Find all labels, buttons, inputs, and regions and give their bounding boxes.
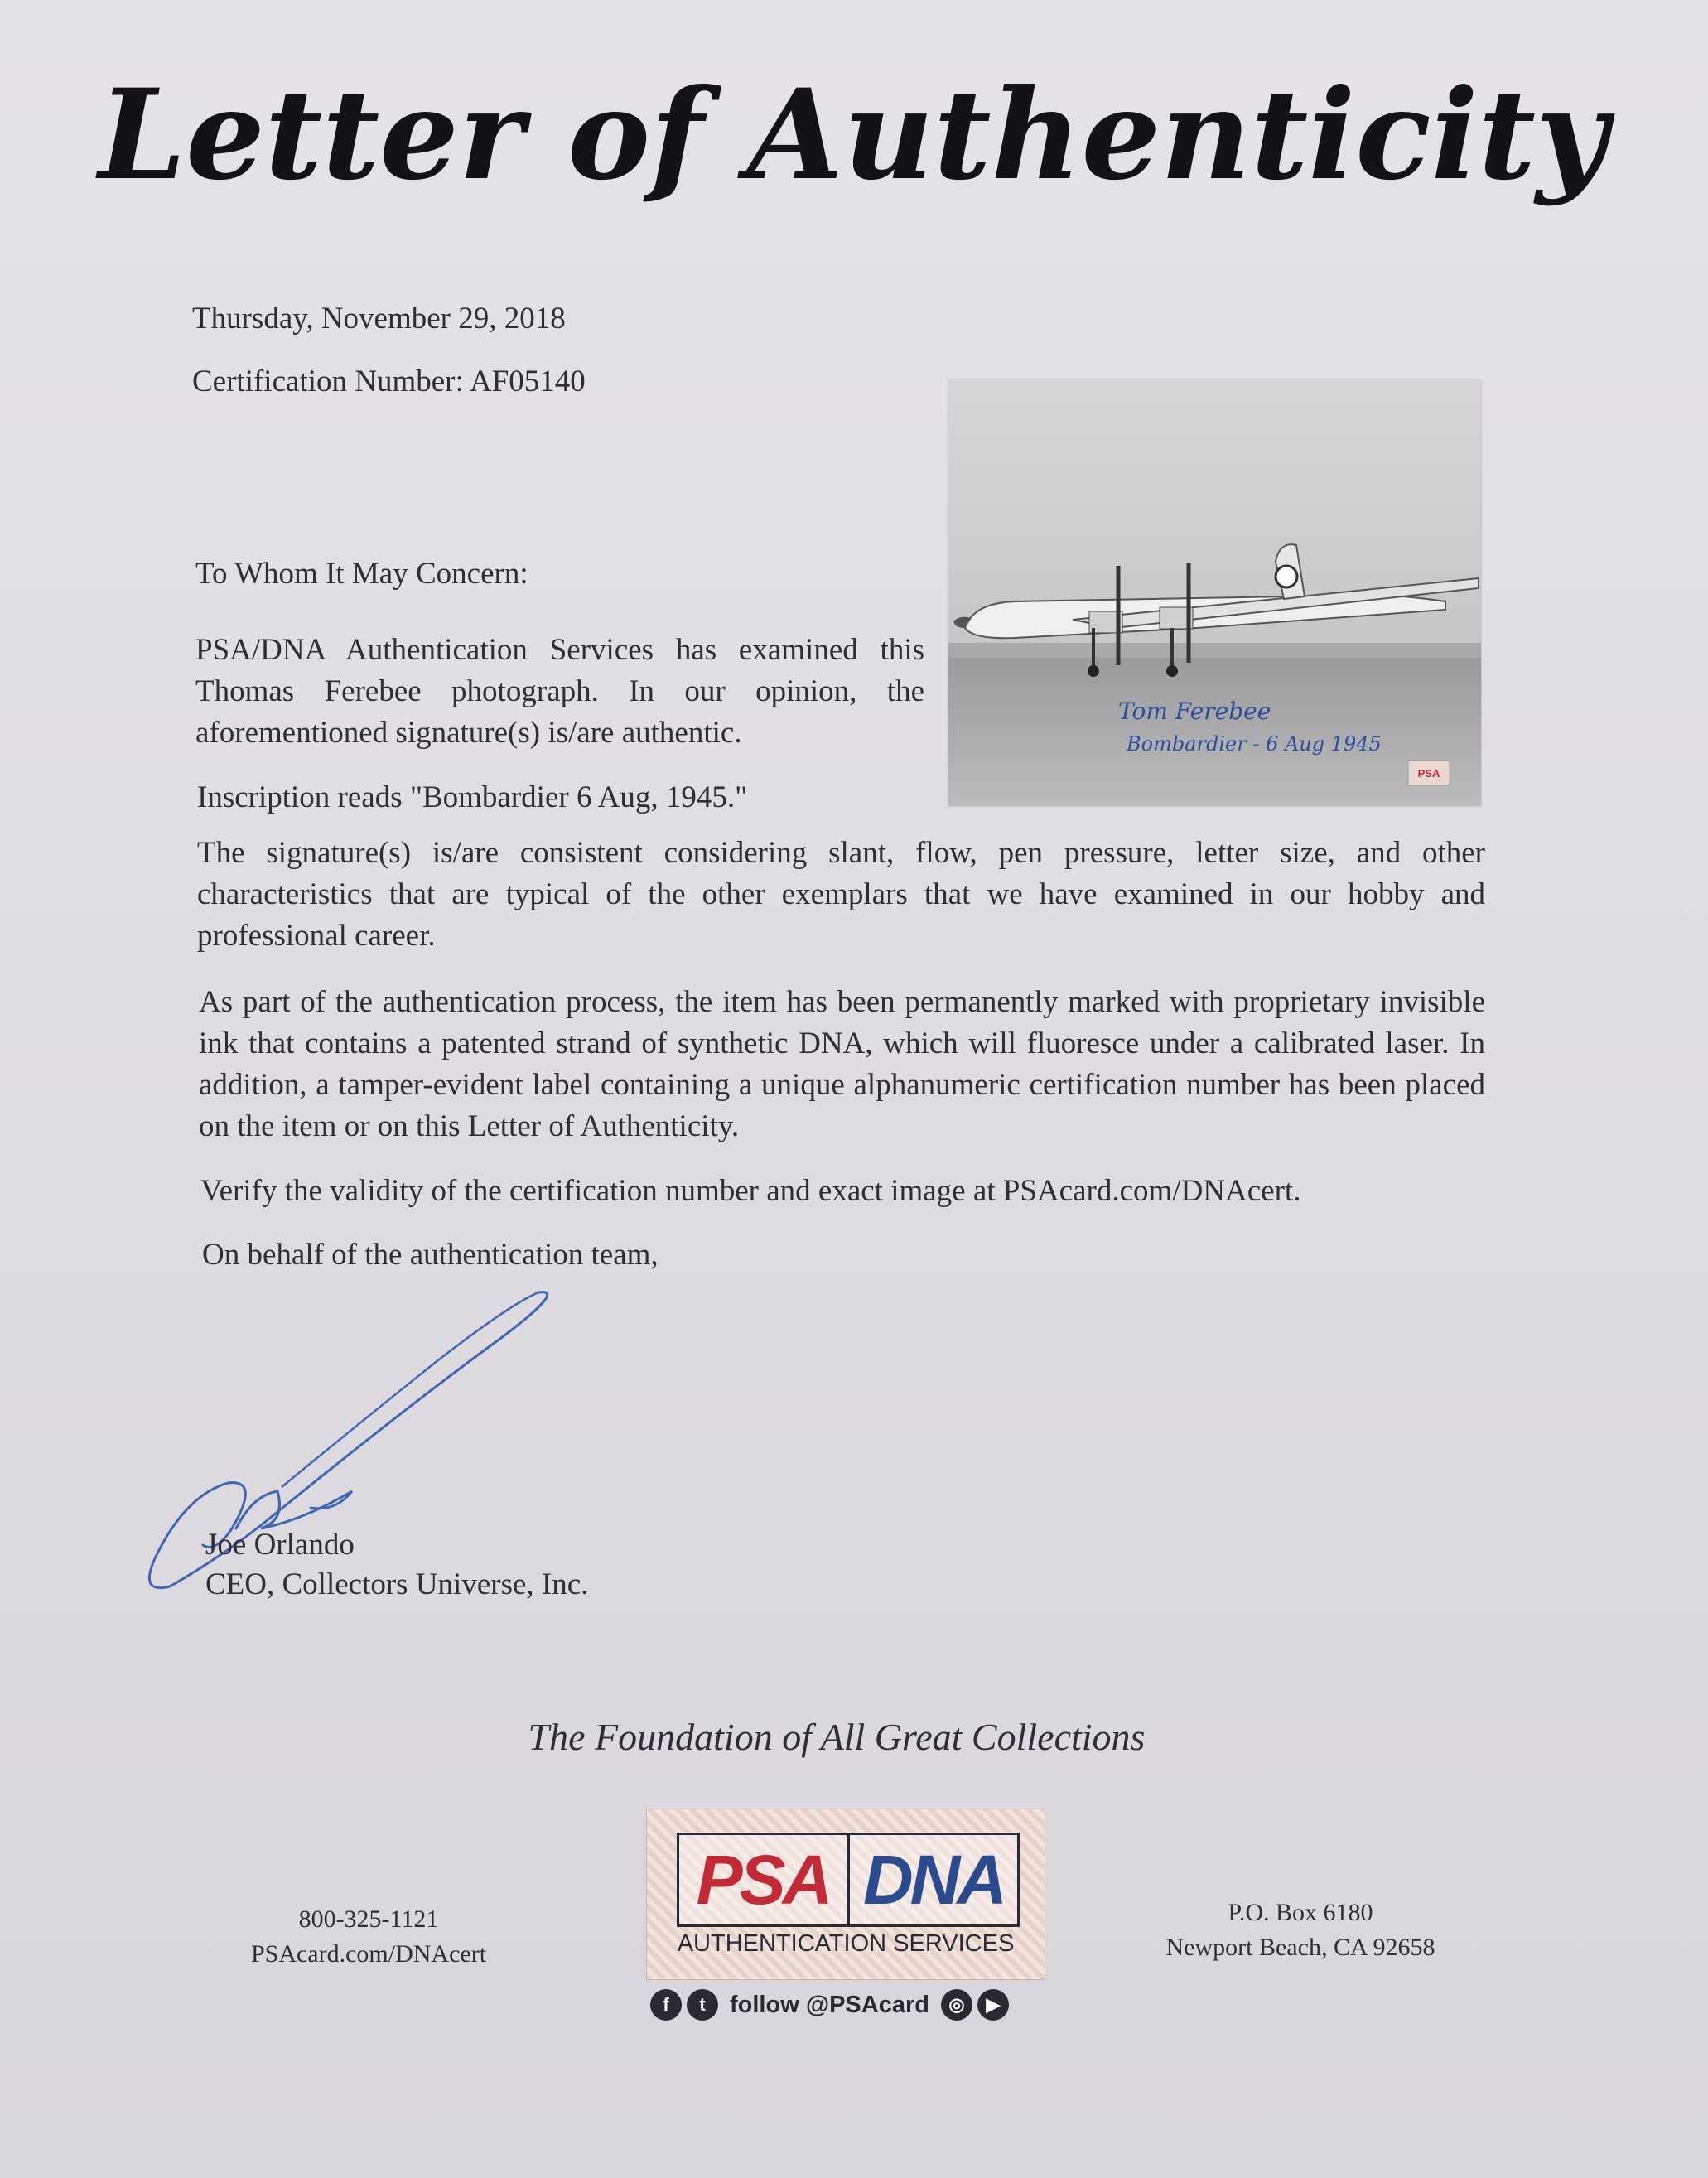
letter-heading bbox=[98, 41, 1609, 232]
footer-address bbox=[1135, 1895, 1466, 1965]
svg-text:Letter of Authenticity: Letter of Authenticity bbox=[98, 62, 1609, 208]
svg-text:PSA: PSA bbox=[1417, 767, 1440, 780]
svg-text:Bombardier - 6 Aug 1945: Bombardier - 6 Aug 1945 bbox=[1127, 732, 1382, 756]
facebook-icon[interactable]: f bbox=[650, 1989, 682, 2021]
footer-contact bbox=[207, 1902, 530, 1972]
address-line-2: Newport Beach, CA 92658 bbox=[1165, 1934, 1435, 1961]
verify-instructions: Verify the validity of the certification number and exact image at PSAcard.com/DNAcert. bbox=[200, 1174, 1301, 1208]
paragraph-consistency: The signature(s) is/are consistent considering slant, flow, pen pressure, letter size, and other characteristics that are typical of the other exemplars that we have examined in our hobby and professional career. bbox=[197, 836, 1485, 953]
certification-number: Certification Number: AF05140 bbox=[192, 365, 586, 398]
tagline: The Foundation of All Great Collections bbox=[528, 1716, 1146, 1758]
paragraph-process: As part of the authentication process, the item has been permanently marked with proprietary invisible ink that contains a patented strand of synthetic DNA, which will fluoresce under a calibrated laser. In addition, a tamper-evident label containing a unique alphanumeric certification number has been placed on the item or on this Letter of Authenticity. bbox=[199, 985, 1485, 1143]
logo-psa: PSA bbox=[696, 1840, 830, 1919]
youtube-icon[interactable]: ▶ bbox=[977, 1989, 1009, 2021]
phone-number: 800-325-1121 bbox=[298, 1905, 439, 1933]
instagram-icon[interactable]: ◎ bbox=[941, 1989, 972, 2021]
inscription-text: Inscription reads "Bombardier 6 Aug, 1945." bbox=[197, 780, 748, 814]
signer-name: Joe Orlando bbox=[205, 1528, 355, 1562]
closing-line: On behalf of the authentication team, bbox=[202, 1238, 659, 1272]
letter-date: Thursday, November 29, 2018 bbox=[192, 302, 566, 336]
psa-dna-logo bbox=[646, 1809, 1045, 1980]
address-line-1: P.O. Box 6180 bbox=[1228, 1899, 1373, 1926]
social-handle[interactable]: follow @PSAcard bbox=[730, 1991, 929, 2018]
salutation: To Whom It May Concern: bbox=[195, 557, 528, 591]
svg-text:Tom Ferebee: Tom Ferebee bbox=[1118, 698, 1271, 725]
logo-subtitle: AUTHENTICATION SERVICES bbox=[677, 1930, 1015, 1957]
twitter-icon[interactable]: t bbox=[687, 1989, 718, 2021]
autographed-photo bbox=[948, 379, 1481, 806]
social-links bbox=[650, 1987, 1023, 2023]
signer-title: CEO, Collectors Universe, Inc. bbox=[205, 1567, 589, 1601]
website-link[interactable]: PSAcard.com/DNAcert bbox=[250, 1940, 487, 1968]
paragraph-examination: PSA/DNA Authentication Services has examined this Thomas Ferebee photograph. In our opinion, the aforementioned signature(s) is/are authentic. bbox=[195, 633, 924, 750]
logo-dna: DNA bbox=[863, 1840, 1004, 1919]
